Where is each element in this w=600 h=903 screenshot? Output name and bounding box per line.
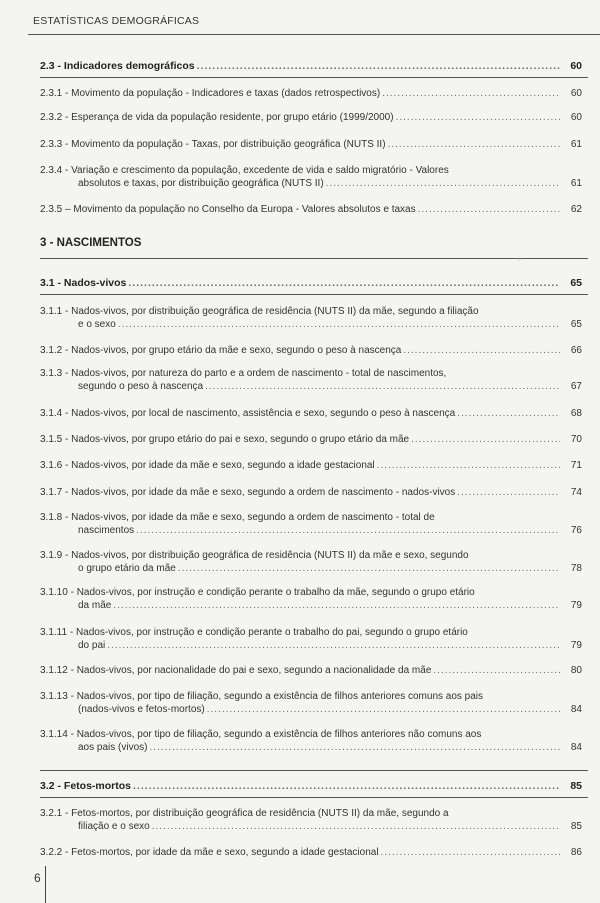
dot-leader xyxy=(457,486,560,499)
entry-page-number: 65 xyxy=(570,277,582,289)
dot-leader xyxy=(411,433,560,446)
toc-entry xyxy=(40,586,582,612)
chapter-heading-3: 3 - NASCIMENTOS xyxy=(40,237,142,249)
section-rule xyxy=(40,77,588,78)
dot-leader xyxy=(457,407,560,420)
dot-leader xyxy=(197,60,560,73)
entry-page-number: 71 xyxy=(570,460,582,471)
entry-line xyxy=(40,562,562,575)
toc-entry xyxy=(40,344,582,357)
entry-line xyxy=(40,664,562,677)
dot-leader xyxy=(418,203,560,216)
entry-page-number: 86 xyxy=(570,847,582,858)
toc-entry xyxy=(40,459,582,472)
entry-page-number: 62 xyxy=(570,204,582,215)
section-rule xyxy=(40,770,588,771)
entry-text: aos pais (vivos) xyxy=(78,742,148,753)
entry-text: 3.1.2 - Nados-vivos, por grupo etário da mãe e sexo, segundo o peso à nascença xyxy=(40,345,402,356)
entry-text: 3.1.11 - Nados-vivos, por instrução e condição perante o trabalho do pai, segundo o grupo etário xyxy=(40,627,468,638)
entry-line xyxy=(40,305,562,318)
entry-page-number: 68 xyxy=(570,408,582,419)
entry-text: absolutos e taxas, por distribuição geográfica (NUTS II) xyxy=(78,178,324,189)
entry-line xyxy=(40,203,562,216)
entry-text: 2.3.4 - Variação e crescimento da população, excedente de vida e saldo migratório - Valores xyxy=(40,165,449,176)
entry-line xyxy=(40,690,562,703)
entry-text: 3.1.7 - Nados-vivos, por idade da mãe e sexo, segundo a ordem de nascimento - nados-vivos xyxy=(40,487,456,498)
toc-entry xyxy=(40,626,582,652)
entry-line xyxy=(40,807,562,820)
entry-line xyxy=(40,277,562,290)
entry-line xyxy=(40,177,562,190)
section-heading-3-2 xyxy=(40,780,582,793)
entry-page-number: 70 xyxy=(570,434,582,445)
toc-entry xyxy=(40,728,582,754)
toc-entry xyxy=(40,807,582,833)
entry-text: 2.3.1 - Movimento da população - Indicadores e taxas (dados retrospectivos) xyxy=(40,88,381,99)
entry-text: 3.1.8 - Nados-vivos, por idade da mãe e sexo, segundo a ordem de nascimento - total de xyxy=(40,512,435,523)
entry-text: o grupo etário da mãe xyxy=(78,563,176,574)
toc-entry xyxy=(40,511,582,537)
entry-line xyxy=(40,380,562,393)
toc-entry xyxy=(40,138,582,151)
entry-page-number: 74 xyxy=(570,487,582,498)
dot-leader xyxy=(381,846,560,859)
entry-text: e o sexo xyxy=(78,319,116,330)
entry-text: 3.1.5 - Nados-vivos, por grupo etário do pai e sexo, segundo o grupo etário da mãe xyxy=(40,434,410,445)
toc-entry xyxy=(40,203,582,216)
page-margin-bar xyxy=(45,866,46,903)
scan-mark: º xyxy=(518,258,521,265)
entry-line xyxy=(40,111,562,124)
entry-text: 3.2 - Fetos-mortos xyxy=(40,780,132,792)
entry-text: 2.3 - Indicadores demográficos xyxy=(40,60,195,72)
entry-text: segundo o peso à nascença xyxy=(78,381,204,392)
entry-line xyxy=(40,138,562,151)
entry-line xyxy=(40,511,562,524)
entry-page-number: 66 xyxy=(570,345,582,356)
entry-page-number: 61 xyxy=(570,178,582,189)
entry-line xyxy=(40,524,562,537)
entry-page-number: 79 xyxy=(570,600,582,611)
dot-leader xyxy=(326,177,560,190)
toc-entry xyxy=(40,690,582,716)
entry-text: 3.1.6 - Nados-vivos, por idade da mãe e sexo, segundo a idade gestacional xyxy=(40,460,375,471)
entry-text: nascimentos xyxy=(78,525,135,536)
entry-line xyxy=(40,164,562,177)
section-heading-2-3 xyxy=(40,60,582,73)
entry-text: 3.2.2 - Fetos-mortos, por idade da mãe e sexo, segundo a idade gestacional xyxy=(40,847,379,858)
toc-entry xyxy=(40,664,582,677)
dot-leader xyxy=(207,703,560,716)
entry-line xyxy=(40,433,562,446)
entry-line xyxy=(40,407,562,420)
entry-text: 3.1.10 - Nados-vivos, por instrução e condição perante o trabalho da mãe, segundo o grupo etário xyxy=(40,587,475,598)
dot-leader xyxy=(403,344,560,357)
entry-page-number: 78 xyxy=(570,563,582,574)
toc-entry xyxy=(40,87,582,100)
dot-leader xyxy=(113,599,560,612)
section-rule xyxy=(40,258,588,259)
entry-page-number: 80 xyxy=(570,665,582,676)
dot-leader xyxy=(382,87,560,100)
toc-entry xyxy=(40,407,582,420)
dot-leader xyxy=(118,318,560,331)
entry-page-number: 84 xyxy=(570,742,582,753)
entry-line xyxy=(40,367,562,380)
dot-leader xyxy=(128,277,560,290)
entry-text: 3.1 - Nados-vivos xyxy=(40,277,127,289)
entry-page-number: 61 xyxy=(570,139,582,150)
entry-line xyxy=(40,741,562,754)
entry-page-number: 60 xyxy=(570,112,582,123)
dot-leader xyxy=(149,741,560,754)
entry-page-number: 79 xyxy=(570,640,582,651)
entry-line xyxy=(40,344,562,357)
toc-entry xyxy=(40,846,582,859)
section-rule xyxy=(40,797,588,798)
entry-text: 2.3.5 – Movimento da população no Conselho da Europa - Valores absolutos e taxas xyxy=(40,204,416,215)
entry-line xyxy=(40,459,562,472)
dot-leader xyxy=(433,664,560,677)
entry-text: 3.2.1 - Fetos-mortos, por distribuição geográfica de residência (NUTS II) da mãe, segundo a xyxy=(40,808,449,819)
entry-text: 3.1.9 - Nados-vivos, por distribuição geográfica de residência (NUTS II) da mãe e sexo, segundo xyxy=(40,550,469,561)
toc-entry xyxy=(40,549,582,575)
entry-text: 2.3.3 - Movimento da população - Taxas, por distribuição geográfica (NUTS II) xyxy=(40,139,386,150)
dot-leader xyxy=(136,524,560,537)
toc-entry xyxy=(40,305,582,331)
entry-page-number: 84 xyxy=(570,704,582,715)
toc-entry xyxy=(40,486,582,499)
entry-line xyxy=(40,486,562,499)
entry-line xyxy=(40,549,562,562)
entry-line xyxy=(40,780,562,793)
dot-leader xyxy=(396,111,560,124)
toc-entry xyxy=(40,367,582,393)
dot-leader xyxy=(377,459,560,472)
entry-page-number: 76 xyxy=(570,525,582,536)
entry-line xyxy=(40,599,562,612)
entry-text: (nados-vivos e fetos-mortos) xyxy=(78,704,205,715)
entry-text: 3.1.1 - Nados-vivos, por distribuição geográfica de residência (NUTS II) da mãe, segundo a filiação xyxy=(40,306,479,317)
entry-line xyxy=(40,87,562,100)
section-heading-3-1 xyxy=(40,277,582,290)
entry-text: 3.1.13 - Nados-vivos, por tipo de filiação, segundo a existência de filhos anteriores comuns aos pais xyxy=(40,691,484,702)
entry-text: filiação e o sexo xyxy=(78,821,150,832)
entry-line xyxy=(40,586,562,599)
entry-page-number: 65 xyxy=(570,319,582,330)
dot-leader xyxy=(388,138,560,151)
toc-entry xyxy=(40,164,582,190)
dot-leader xyxy=(107,639,560,652)
running-header: ESTATÍSTICAS DEMOGRÁFICAS xyxy=(33,15,200,27)
entry-line xyxy=(40,728,562,741)
toc-entry xyxy=(40,111,582,124)
entry-text: do pai xyxy=(78,640,106,651)
dot-leader xyxy=(133,780,560,793)
header-rule xyxy=(28,34,600,35)
entry-line xyxy=(40,60,562,73)
entry-line xyxy=(40,318,562,331)
entry-page-number: 85 xyxy=(570,780,582,792)
entry-text: 3.1.3 - Nados-vivos, por natureza do parto e a ordem de nascimento - total de nascimentos, xyxy=(40,368,447,379)
entry-line xyxy=(40,703,562,716)
entry-text: da mãe xyxy=(78,600,112,611)
entry-text: 3.1.12 - Nados-vivos, por nacionalidade do pai e sexo, segundo a nacionalidade da mãe xyxy=(40,665,432,676)
section-rule xyxy=(40,294,588,295)
entry-text: 3.1.14 - Nados-vivos, por tipo de filiação, segundo a existência de filhos anteriores não comuns aos xyxy=(40,729,482,740)
dot-leader xyxy=(178,562,560,575)
entry-page-number: 67 xyxy=(570,381,582,392)
entry-line xyxy=(40,846,562,859)
entry-line xyxy=(40,820,562,833)
dot-leader xyxy=(205,380,560,393)
dot-leader xyxy=(152,820,560,833)
page-number: 6 xyxy=(34,871,41,885)
entry-page-number: 60 xyxy=(570,60,582,72)
toc-entry xyxy=(40,433,582,446)
entry-page-number: 85 xyxy=(570,821,582,832)
entry-line xyxy=(40,639,562,652)
entry-text: 2.3.2 - Esperança de vida da população residente, por grupo etário (1999/2000) xyxy=(40,112,394,123)
entry-line xyxy=(40,626,562,639)
entry-text: 3.1.4 - Nados-vivos, por local de nascimento, assistência e sexo, segundo o peso à nascença xyxy=(40,408,456,419)
entry-page-number: 60 xyxy=(570,88,582,99)
